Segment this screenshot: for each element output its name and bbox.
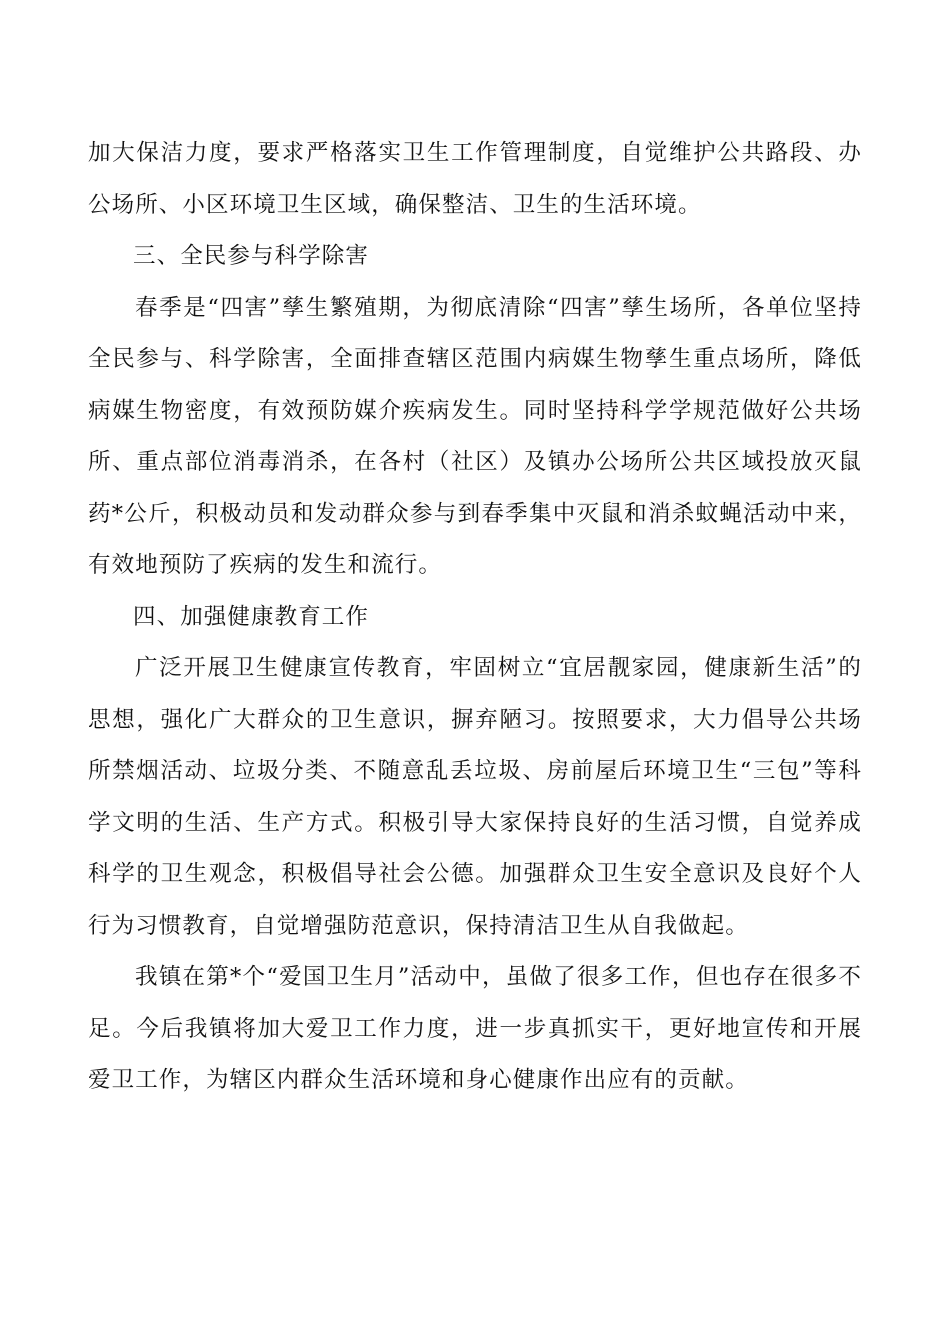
paragraph-pest-control: 春季是“四害”孳生繁殖期，为彻底清除“四害”孳生场所，各单位坚持全民参与、科学除害，全面排查辖区范围内病媒生物孳生重点场所，降低病媒生物密度，有效预防媒介疾病发生。同时坚持科学学规范做好公共场所、重点部位消毒消杀，在各村（社区）及镇办公场所公共区域投放灭鼠药*公斤，积极动员和发动群众参与到春季集中灭鼠和消杀蚊蝇活动中来，有效地预防了疾病的发生和流行。 (88, 294, 862, 578)
paragraph-conclusion: 我镇在第*个“爱国卫生月”活动中，虽做了很多工作，但也存在很多不足。今后我镇将加大爱卫工作力度，进一步真抓实干，更好地宣传和开展爱卫工作，为辖区内群众生活环境和身心健康作出应有的贡献。 (88, 964, 862, 1093)
paragraph-health-education: 广泛开展卫生健康宣传教育，牢固树立“宜居靓家园，健康新生活”的思想，强化广大群众的卫生意识，摒弃陋习。按照要求，大力倡导公共场所禁烟活动、垃圾分类、不随意乱丢垃圾、房前屋后环境卫生“三包”等科学文明的生活、生产方式。积极引导大家保持良好的生活习惯，自觉养成科学的卫生观念，积极倡导社会公德。加强群众卫生安全意识及良好个人行为习惯教育，自觉增强防范意识，保持清洁卫生从自我做起。 (88, 655, 862, 939)
document-body (88, 128, 862, 1107)
section-heading-4: 四、加强健康教育工作 (133, 603, 370, 630)
paragraph-continued: 加大保洁力度，要求严格落实卫生工作管理制度，自觉维护公共路段、办公场所、小区环境卫生区域，确保整洁、卫生的生活环境。 (88, 140, 862, 218)
section-heading-3: 三、全民参与科学除害 (133, 243, 370, 269)
